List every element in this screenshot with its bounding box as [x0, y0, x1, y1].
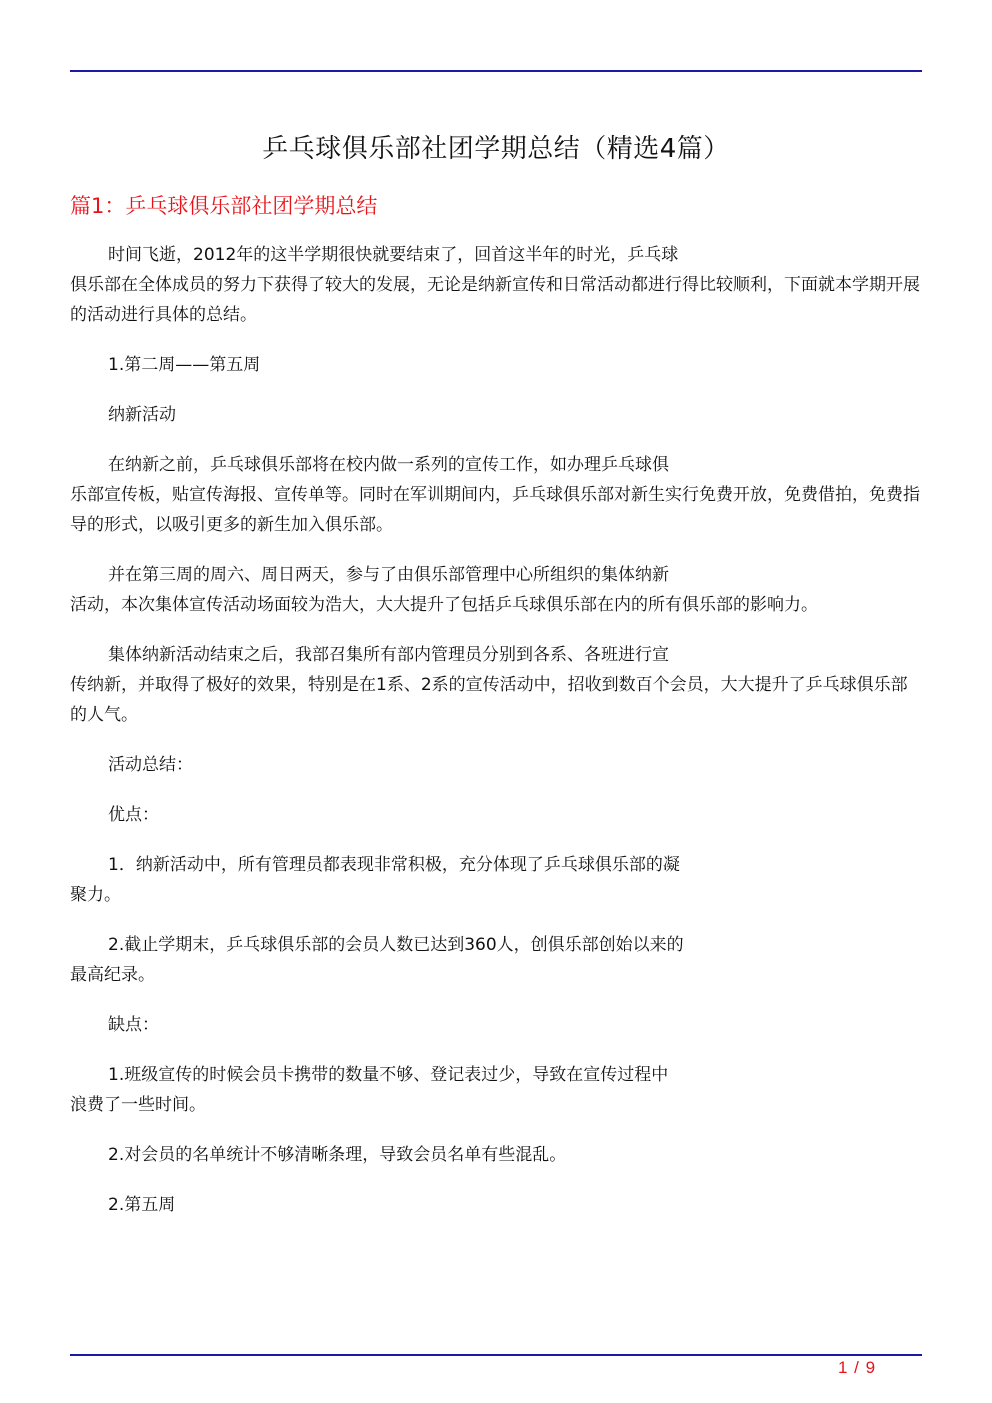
paragraph-line: 集体纳新活动结束之后，我部召集所有部内管理员分别到各系、各班进行宣 [108, 645, 669, 665]
paragraph-week-range [70, 350, 920, 380]
paragraph-week-five [70, 1190, 920, 1220]
section-heading: 篇1：乒乓球俱乐部社团学期总结 [70, 194, 378, 218]
paragraph-line: 2.截止学期末，乒乓球俱乐部的会员人数已达到360人，创俱乐部创始以来的 [108, 935, 684, 955]
paragraph-line: 2.对会员的名单统计不够清晰条理，导致会员名单有些混乱。 [108, 1145, 567, 1165]
paragraph-continuation: 俱乐部在全体成员的努力下获得了较大的发展，无论是纳新宣传和日常活动都进行得比较顺利，下面就本学期开展的活动进行具体的总结。 [70, 275, 920, 325]
paragraph-line: 1．纳新活动中，所有管理员都表现非常积极，充分体现了乒乓球俱乐部的凝 [108, 855, 680, 875]
paragraph-before-recruit [70, 450, 920, 540]
paragraph-summary-label [70, 750, 920, 780]
page-indicator: 1 / 9 [838, 1358, 877, 1377]
paragraph-weakness-2 [70, 1140, 920, 1170]
document-body [70, 240, 920, 1240]
paragraph-strength-1 [70, 850, 920, 910]
paragraph-line: 2.第五周 [108, 1195, 176, 1215]
paragraph-continuation: 浪费了一些时间。 [70, 1095, 206, 1115]
paragraph-after-recruit [70, 640, 920, 730]
paragraph-line: 缺点： [108, 1015, 159, 1035]
paragraph-recruit-heading [70, 400, 920, 430]
paragraph-weakness-1 [70, 1060, 920, 1120]
document-title: 乒乓球俱乐部社团学期总结（精选4篇） [262, 134, 730, 164]
header-rule [70, 70, 922, 72]
paragraph-weaknesses-label [70, 1010, 920, 1040]
paragraph-line: 纳新活动 [108, 405, 176, 425]
paragraph-line: 时间飞逝，2012年的这半学期很快就要结束了，回首这半年的时光，乒乓球 [108, 245, 679, 265]
paragraph-continuation: 传纳新，并取得了极好的效果，特别是在1系、2系的宣传活动中，招收到数百个会员，大大提升了乒乓球俱乐部的人气。 [70, 675, 908, 725]
paragraph-intro [70, 240, 920, 330]
paragraph-line: 在纳新之前，乒乓球俱乐部将在校内做一系列的宣传工作，如办理乒乓球俱 [108, 455, 669, 475]
paragraph-line: 活动总结： [108, 755, 193, 775]
paragraph-continuation: 活动，本次集体宣传活动场面较为浩大，大大提升了包括乒乓球俱乐部在内的所有俱乐部的影响力。 [70, 595, 818, 615]
paragraph-strengths-label [70, 800, 920, 830]
paragraph-line: 优点： [108, 805, 159, 825]
paragraph-week-three [70, 560, 920, 620]
paragraph-continuation: 乐部宣传板，贴宣传海报、宣传单等。同时在军训期间内，乒乓球俱乐部对新生实行免费开放，免费借拍，免费指导的形式，以吸引更多的新生加入俱乐部。 [70, 485, 920, 535]
paragraph-line: 1.第二周——第五周 [108, 355, 261, 375]
paragraph-line: 1.班级宣传的时候会员卡携带的数量不够、登记表过少，导致在宣传过程中 [108, 1065, 669, 1085]
paragraph-line: 并在第三周的周六、周日两天，参与了由俱乐部管理中心所组织的集体纳新 [108, 565, 669, 585]
paragraph-continuation: 聚力。 [70, 885, 121, 905]
footer-rule [70, 1354, 922, 1356]
paragraph-continuation: 最高纪录。 [70, 965, 155, 985]
paragraph-strength-2 [70, 930, 920, 990]
